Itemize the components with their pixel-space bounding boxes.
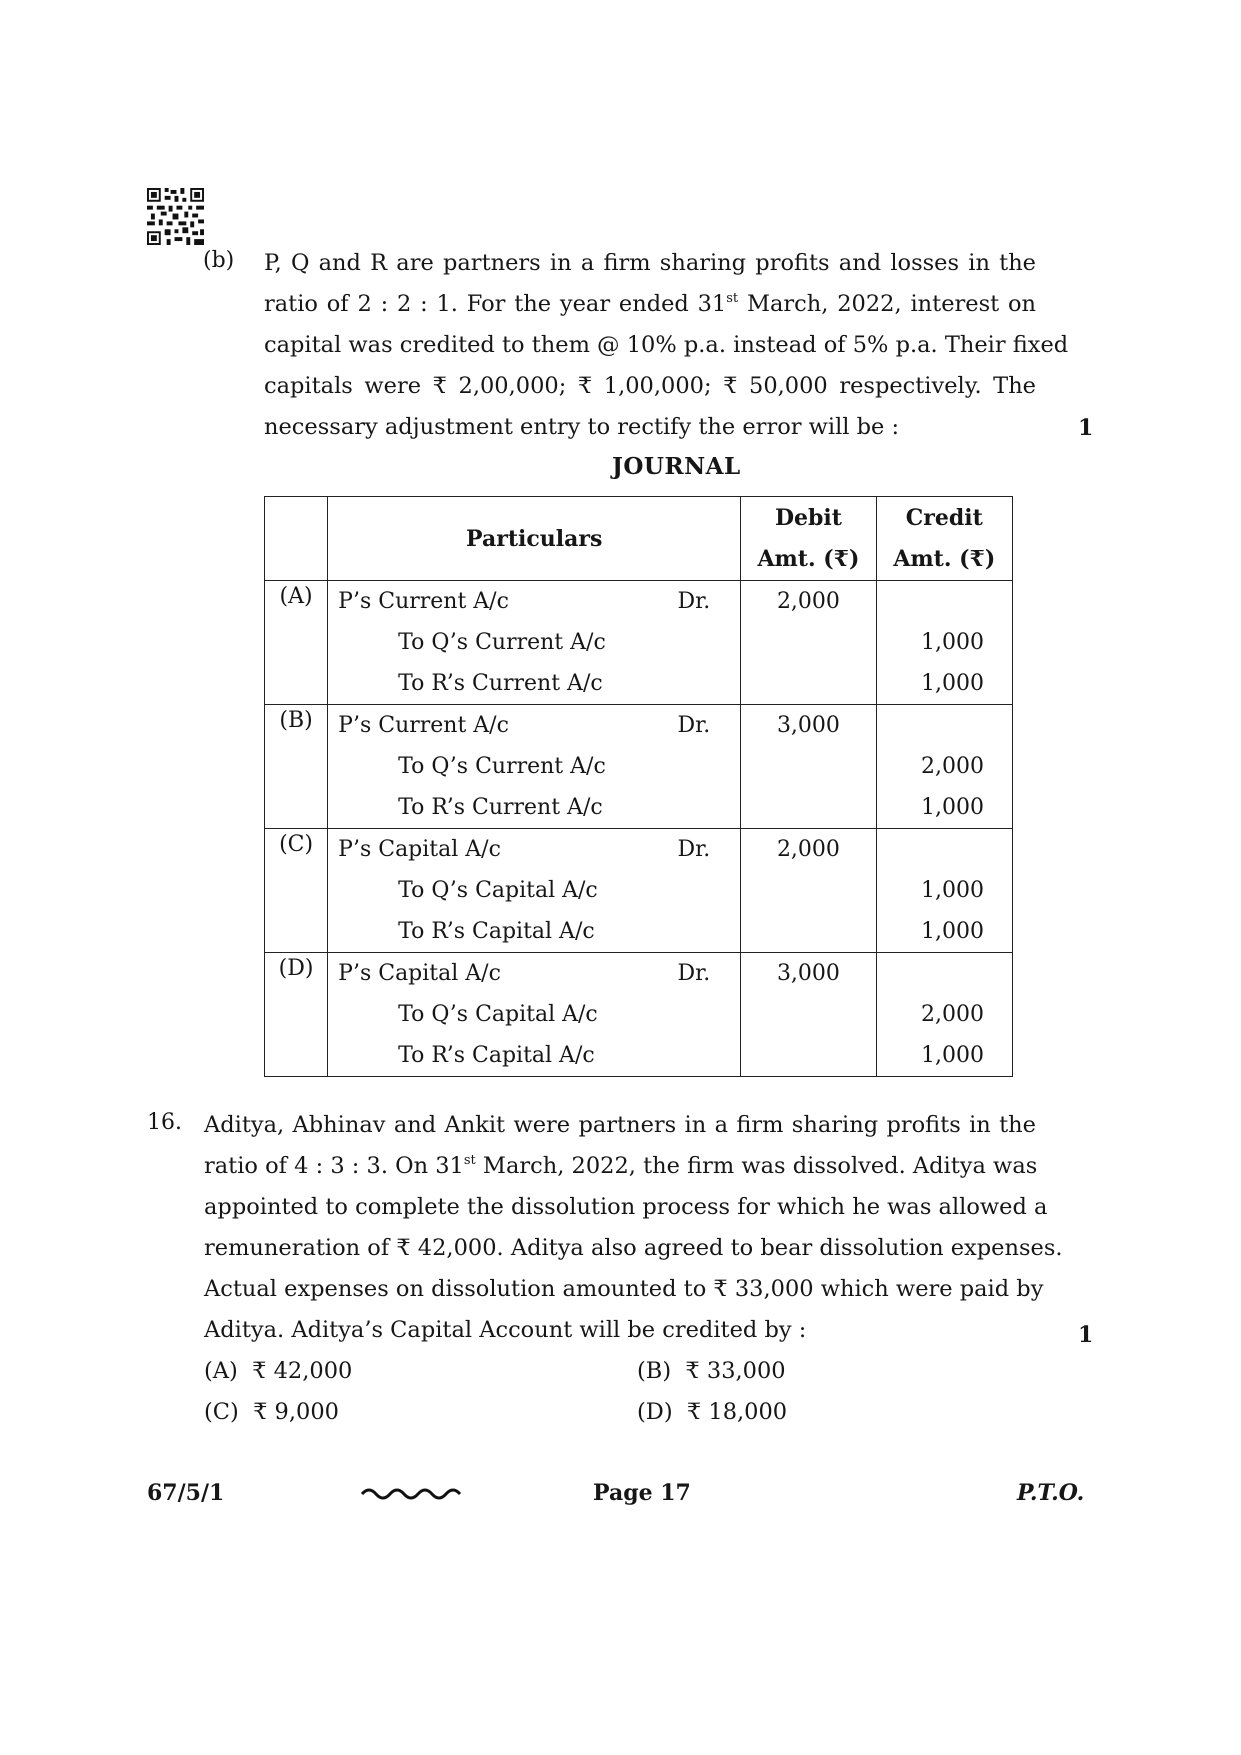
option-b: (B) ₹ 33,000 [637, 1358, 786, 1384]
journal-title: JOURNAL [612, 453, 741, 480]
entry-credit-amounts: 2,000 1,000 [876, 953, 1012, 1077]
question-b-marks: 1 [1078, 415, 1094, 441]
question-16-text [204, 1105, 1063, 1351]
entry-credit-amounts: 1,000 1,000 [876, 581, 1012, 705]
option-a: (A) ₹ 42,000 [204, 1358, 353, 1384]
question-b-line: capital was credited to them @ 10% p.a. instead of 5% p.a. Their fixed [264, 332, 1069, 358]
entry-particulars: P’s Current A/c Dr. To Q’s Current A/c To R’s Current A/c [328, 581, 741, 705]
journal-table [264, 496, 1013, 1077]
please-turn-over: P.T.O. [1017, 1480, 1085, 1506]
journal-header-row [265, 497, 1013, 581]
question-b-label: (b) [203, 248, 235, 273]
qr-code [147, 188, 204, 245]
journal-entry-row [265, 953, 1013, 1077]
question-16-line: Actual expenses on dissolution amounted to ₹ 33,000 which were paid by [204, 1276, 1044, 1302]
question-b-line: necessary adjustment entry to rectify the error will be : [264, 414, 900, 440]
question-b-text [264, 243, 1069, 448]
entry-debit-amount: 3,000 [741, 705, 876, 829]
entry-particulars: P’s Capital A/c Dr. To Q’s Capital A/c To R’s Capital A/c [328, 829, 741, 953]
question-16-marks: 1 [1078, 1322, 1094, 1348]
question-16-line: ratio of 4 : 3 : 3. On 31st March, 2022, the firm was dissolved. Aditya was [204, 1153, 1038, 1179]
entry-label: (A) [265, 581, 328, 705]
paper-code: 67/5/1 [147, 1480, 225, 1506]
journal-entry-row [265, 581, 1013, 705]
entry-particulars: P’s Capital A/c Dr. To Q’s Capital A/c To R’s Capital A/c [328, 953, 741, 1077]
journal-header-credit: Credit Amt. (₹) [876, 497, 1012, 581]
question-16-line: appointed to complete the dissolution process for which he was allowed a [204, 1194, 1048, 1220]
question-16-number: 16. [147, 1110, 182, 1135]
question-b-line: P, Q and R are partners in a firm sharing profits and losses in the [264, 250, 1036, 276]
journal-header-particulars: Particulars [328, 497, 741, 581]
entry-label: (D) [265, 953, 328, 1077]
entry-debit-amount: 2,000 [741, 829, 876, 953]
question-b-line: capitals were ₹ 2,00,000; ₹ 1,00,000; ₹ 50,000 respectively. The [264, 373, 1036, 399]
page-number: Page 17 [593, 1480, 691, 1506]
question-16-line: remuneration of ₹ 42,000. Aditya also agreed to bear dissolution expenses. [204, 1235, 1063, 1261]
entry-credit-amounts: 2,000 1,000 [876, 705, 1012, 829]
journal-entry-row [265, 705, 1013, 829]
entry-particulars: P’s Current A/c Dr. To Q’s Current A/c To R’s Current A/c [328, 705, 741, 829]
question-b-line: ratio of 2 : 2 : 1. For the year ended 31st March, 2022, interest on [264, 291, 1037, 317]
question-16-line: Aditya, Abhinav and Ankit were partners in a firm sharing profits in the [204, 1112, 1036, 1138]
journal-header-debit: Debit Amt. (₹) [741, 497, 876, 581]
journal-header-blank [265, 497, 328, 581]
entry-label: (B) [265, 705, 328, 829]
wave-divider-icon [360, 1484, 470, 1504]
entry-debit-amount: 2,000 [741, 581, 876, 705]
entry-label: (C) [265, 829, 328, 953]
entry-credit-amounts: 1,000 1,000 [876, 829, 1012, 953]
option-d: (D) ₹ 18,000 [637, 1399, 788, 1425]
journal-entry-row [265, 829, 1013, 953]
option-c: (C) ₹ 9,000 [204, 1399, 339, 1425]
question-16-line: Aditya. Aditya’s Capital Account will be credited by : [204, 1317, 807, 1343]
entry-debit-amount: 3,000 [741, 953, 876, 1077]
